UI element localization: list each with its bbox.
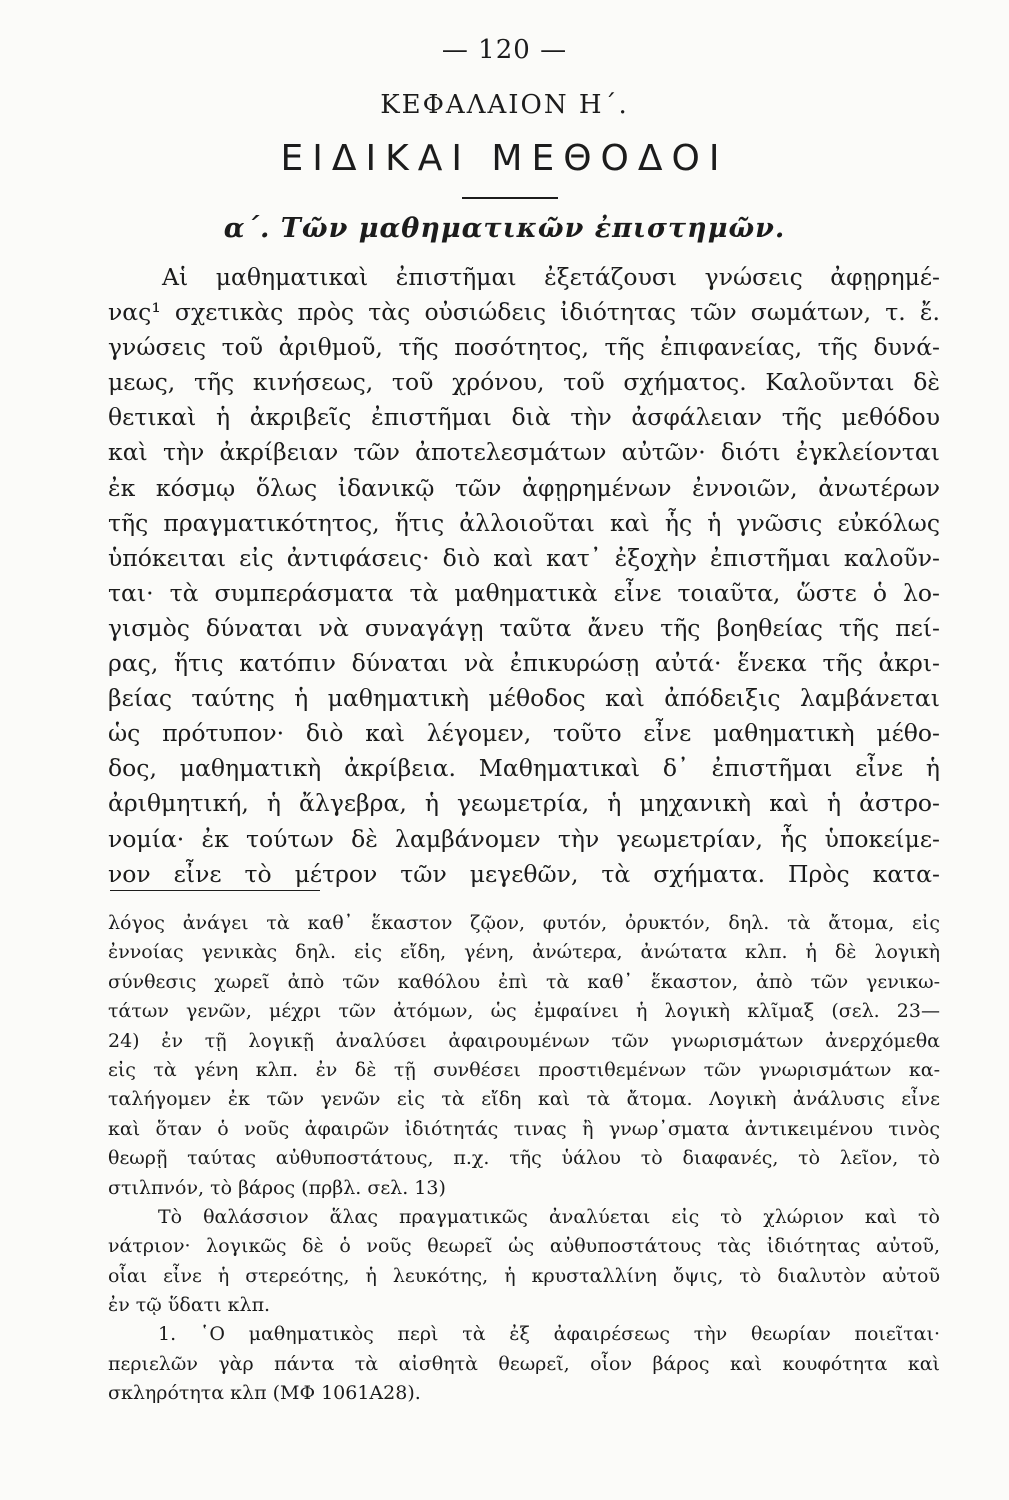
text-line: ἀριθμητική, ἡ ἄλγεβρα, ἡ γεωμετρία, ἡ μηχανικὴ καὶ ἡ ἀστρο- bbox=[108, 789, 940, 818]
text-line: νον εἶνε τὸ μέτρον τῶν μεγεθῶν, τὰ σχήματα. Πρὸς κατα- bbox=[108, 859, 940, 888]
note-line: ταλήγομεν ἐκ τῶν γενῶν εἰς τὰ εἴδη καὶ τὰ ἄτομα. Λογικὴ ἀνάλυσις εἶνε bbox=[108, 1088, 940, 1111]
text-line: Αἱ μαθηματικαὶ ἐπιστῆμαι ἐξετάζουσι γνώσεις ἀφῃρημέ- bbox=[162, 263, 940, 291]
text-line: καὶ τὴν ἀκρίβειαν τῶν ἀποτελεσμάτων αὐτῶν· διότι ἐγκλείονται bbox=[108, 438, 940, 467]
note-line: λόγος ἀνάγει τὰ καθ᾽ ἕκαστον ζῷον, φυτόν, ὀρυκτόν, δηλ. τὰ ἄτομα, εἰς bbox=[108, 912, 940, 934]
note-line: στιλπνόν, τὸ βάρος (πρβλ. σελ. 13) bbox=[108, 1176, 446, 1199]
text-line: γνώσεις τοῦ ἀριθμοῦ, τῆς ποσότητος, τῆς ἐπιφανείας, τῆς δυνά- bbox=[108, 333, 940, 362]
text-line: τῆς πραγματικότητος, ἥτις ἀλλοιοῦται καὶ ἧς ἡ γνῶσις εὐκόλως bbox=[108, 508, 940, 537]
note-line: οἷαι εἶνε ἡ στερεότης, ἡ λευκότης, ἡ κρυσταλλίνη ὄψις, τὸ διαλυτὸν αὐτοῦ bbox=[108, 1264, 940, 1287]
note-line: ἐννοίας γενικὰς δηλ. εἰς εἴδη, γένη, ἀνώτερα, ἀνώτατα κλπ. ἡ δὲ λογικὴ bbox=[108, 941, 940, 964]
note-line: περιελῶν γὰρ πάντα τὰ αἰσθητὰ θεωρεῖ, οἷον βάρος καὶ κουφότητα καὶ bbox=[108, 1352, 940, 1375]
note-line: καὶ ὅταν ὁ νοῦς ἀφαιρῶν ἰδιότητάς τινας ἢ γνωρ᾽σματα ἀντικειμένου τινὸς bbox=[108, 1117, 940, 1140]
main-text bbox=[108, 260, 940, 892]
text-line: ἐκ κόσμῳ ὅλως ἰδανικῷ τῶν ἀφῃρημένων ἐννοιῶν, ἀνωτέρων bbox=[108, 473, 940, 502]
text-line: θετικαὶ ἡ ἀκριβεῖς ἐπιστῆμαι διὰ τὴν ἀσφάλειαν τῆς μεθόδου bbox=[108, 403, 940, 432]
footnotes bbox=[108, 909, 940, 1409]
text-line: βείας ταύτης ἡ μαθηματικὴ μέθοδος καὶ ἀπόδειξις λαμβάνεται bbox=[108, 684, 940, 713]
title-divider bbox=[462, 197, 558, 199]
note-line: ἐν τῷ ὕδατι κλπ. bbox=[108, 1294, 271, 1317]
note-line: θεωρῇ ταύτας αὐθυποστάτους, π.χ. τῆς ὑάλου τὸ διαφανές, τὸ λεῖον, τὸ bbox=[108, 1147, 940, 1170]
note-line: 1. ῾Ο μαθηματικὸς περὶ τὰ ἐξ ἀφαιρέσεως τὴν θεωρίαν ποιεῖται· bbox=[158, 1323, 940, 1346]
note-line: 24) ἐν τῇ λογικῇ ἀναλύσει ἀφαιρουμένων τῶν γνωρισμάτων ἀνερχόμεθα bbox=[108, 1029, 940, 1052]
note-line: Τὸ θαλάσσιον ἅλας πραγματικῶς ἀναλύεται εἰς τὸ χλώριον καὶ τὸ bbox=[158, 1205, 940, 1228]
text-line: γισμὸς δύναται νὰ συναγάγῃ ταῦτα ἄνευ τῆς βοηθείας τῆς πεί- bbox=[108, 613, 940, 642]
section-heading: α΄. Τῶν μαθηματικῶν ἐπιστημῶν. bbox=[223, 213, 786, 244]
text-line: μεως, τῆς κινήσεως, τοῦ χρόνου, τοῦ σχήματος. Καλοῦνται δὲ bbox=[108, 368, 940, 397]
footnote-divider bbox=[110, 890, 320, 891]
text-line: νας¹ σχετικὰς πρὸς τὰς οὐσιώδεις ἰδιότητας τῶν σωμάτων, τ. ἔ. bbox=[108, 298, 940, 327]
note-line: νάτριον· λογικῶς δὲ ὁ νοῦς θεωρεῖ ὡς αὐθυποστάτους τὰς ἰδιότητας αὐτοῦ, bbox=[108, 1235, 940, 1258]
page-number: — 120 — bbox=[441, 35, 568, 65]
text-line: ρας, ἥτις κατόπιν δύναται νὰ ἐπικυρώσῃ αὐτά· ἕνεκα τῆς ἀκρι- bbox=[108, 649, 940, 678]
text-line: δος, μαθηματικὴ ἀκρίβεια. Μαθηματικαὶ δ᾽ ἐπιστῆμαι εἶνε ἡ bbox=[108, 754, 940, 783]
note-line: εἰς τὰ γένη κλπ. ἐν δὲ τῇ συνθέσει προστιθεμένων τῶν γνωρισμάτων κα- bbox=[108, 1058, 940, 1081]
text-line: ὑπόκειται εἰς ἀντιφάσεις· διὸ καὶ κατ᾽ ἐξοχὴν ἐπιστῆμαι καλοῦν- bbox=[108, 543, 940, 572]
note-line: τάτων γενῶν, μέχρι τῶν ἀτόμων, ὡς ἐμφαίνει ἡ λογικὴ κλῖμαξ (σελ. 23— bbox=[108, 1000, 940, 1023]
note-line: σκληρότητα κλπ (ΜΦ 1061Α28). bbox=[108, 1382, 421, 1405]
text-line: ται· τὰ συμπεράσματα τὰ μαθηματικὰ εἶνε τοιαῦτα, ὥστε ὁ λο- bbox=[108, 578, 940, 607]
text-line: ὡς πρότυπον· διὸ καὶ λέγομεν, τοῦτο εἶνε μαθηματικὴ μέθο- bbox=[108, 719, 940, 748]
text-line: νομία· ἐκ τούτων δὲ λαμβάνομεν τὴν γεωμετρίαν, ἧς ὑποκείμε- bbox=[108, 824, 940, 853]
page-title: ΕΙΔΙΚΑΙ ΜΕΘΟΔΟΙ bbox=[280, 138, 729, 179]
note-line: σύνθεσις χωρεῖ ἀπὸ τῶν καθόλου ἐπὶ τὰ καθ᾽ ἕκαστον, ἀπὸ τῶν γενικω- bbox=[108, 970, 940, 993]
chapter-heading: ΚΕΦΑΛΑΙΟΝ Η΄. bbox=[380, 90, 629, 120]
